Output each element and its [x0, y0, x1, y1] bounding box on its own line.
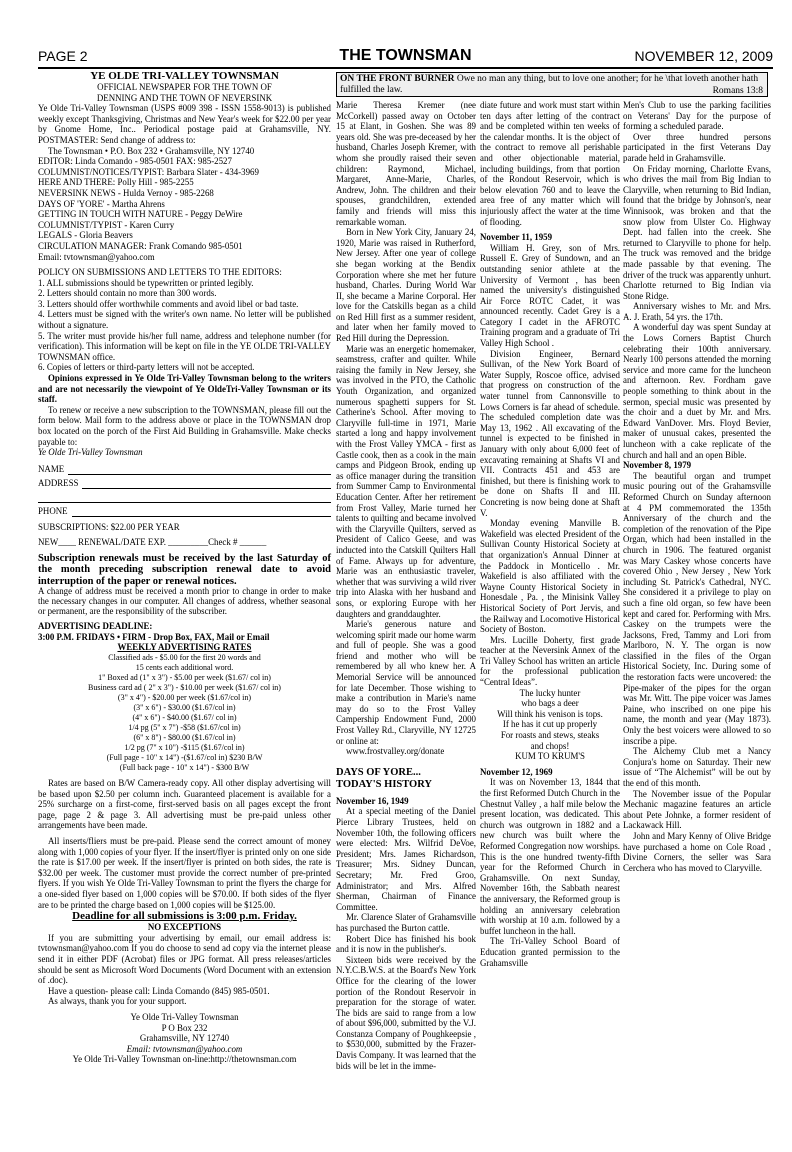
poem-ad [480, 688, 620, 762]
poem-line: and chops! [530, 740, 570, 751]
todays-history-heading: TODAY'S HISTORY [336, 778, 433, 790]
history-item: The November issue of the Popular Mechanic magazine features an article about Pete Johnke, a former resident of Lackawack Hill. [623, 788, 771, 831]
history-date: November 8, 1979 [623, 460, 692, 471]
header-rule [38, 67, 773, 69]
history-column [480, 100, 620, 968]
staff-line: HERE AND THERE: Polly Hill - 985-2255 [38, 177, 194, 188]
no-exceptions: NO EXCEPTIONS [147, 922, 222, 933]
poem-line: If he has it cut up properly [502, 719, 598, 730]
obituary-p1: Marie Theresa Kremer (nee McCorkell) passed away on October 15 at Elant, in Goshen. She was 89 years old. She was pre-deceased by her husband, Charles Joseph Kremer, with whom she proudly raised their seven children: Raymond, Michael, Margaret, Anne-Marie, Charles, Andrew, John. The children and their spouses, grandchildren, extended family and friends will miss this remarkable woman. [336, 100, 476, 227]
rate-line: (Full back page - 10" x 14") - $300 B/W [119, 763, 250, 773]
address-field-2[interactable] [38, 489, 331, 503]
obituary-column [336, 100, 476, 1071]
history-item: Over three hundred persons participated in the first Veterans Day parade held in Grahamsville. [623, 131, 771, 163]
poem-line: The lucky hunter [519, 687, 581, 698]
advertising-time: 3:00 P.M. FRIDAYS • FIRM - Drop Box, FAX, Mail or Email [38, 631, 270, 642]
staff-line: GETTING IN TOUCH WITH NATURE - Peggy DeWire [38, 209, 243, 220]
email-note: If you are submitting your advertising by email, our email address is: tvtownsman@yahoo.com If you do choose to send ad copy via the internet please send it in either PDF (Acrobat) files or JPG format. All press releases/articles should be sent as Microsoft Word Documents (Word Document with an extension of .doc). [38, 932, 331, 986]
address-field[interactable]: ADDRESS [38, 475, 331, 489]
policy-heading: POLICY ON SUBMISSIONS AND LETTERS TO THE EDITORS: [38, 267, 282, 278]
rate-line: 15 cents each additional word. [135, 663, 234, 673]
history-item: A wonderful day was spent Sunday at the Lows Corners Baptist Church celebrating their 100th anniversary. Nearly 100 persons attended the morning service and more came for the luncheon and afternoon. Rev. Fordham gave people something to think about in the sermon, special music was presented by the choir and a duet by Mr. and Mrs. Edward VanDover. Mrs. Floyd Bevier, maker of unusual cakes, presented the luncheon with a cake replicate of the church and hall and an open Bible. [623, 322, 771, 460]
rate-line: (3" x 4") - $20.00 per week ($1.67/col in) [117, 693, 252, 703]
poem-line: KUM TO KRUM'S [515, 751, 585, 762]
masthead-title: YE OLDE TRI-VALLEY TOWNSMAN [90, 70, 279, 82]
name-field[interactable]: NAME [38, 461, 331, 475]
history-item: Mrs. Lucille Doherty, first grade teacher at the Neversink Annex of the Tri Valley School has written an article for the professional publication “Central Ideas”. [480, 634, 620, 688]
history-item: Sixteen bids were received by the N.Y.C.B.W.S. at the Board's New York Office for the clearing of the lower portion of the Rondout Reservoir in preparation for the storage of water. The bids are said to range from a low of about $96,000, submitted by the V.J. Constanza Company of Poughkeepsie , to $530,000, submitted by the Frazer-Davis Company. It was learned that the bids will be let in the imme- [336, 954, 476, 1071]
policy-item: 4. Letters must be signed with the writer's own name. No letter will be published without a signature. [38, 309, 331, 331]
rate-line: (6" x 8") - $80.00 ($1.67/col in) [133, 733, 236, 743]
page-header [38, 48, 773, 66]
advertising-heading: ADVERTISING DEADLINE: [38, 621, 153, 632]
rates-note: Rates are based on B/W Camera-ready copy. All other display advertising will be based upon $2.50 per column inch. Guaranteed placement is available for a 25% surcharge on a first-come, first-served basis on all pages except the front page, page 2 & page 3. All advertising must be pre-paid unless other arrangements have been made. [38, 778, 331, 831]
policy-item: 5. The writer must provide his/her full name, address and telephone number (for verification). This information will be kept on file in the YE OLDE TRI-VALLEY TOWNSMAN office. [38, 330, 331, 362]
history-date: November 11, 1959 [480, 232, 553, 243]
footer-address-line: P O Box 232 [161, 1022, 208, 1033]
rate-line: Business card ad ( 2" x 3") - $10.00 per week ($1.67/ col in) [88, 683, 281, 693]
rate-line: Classified ads - $5.00 for the first 20 words and [108, 653, 261, 663]
history-item: The beautiful organ and trumpet music pouring out of the Grahamsville Reformed Church on Sunday afternoon at 4 PM commemorated the 135th Anniversary of the church and the completion of the renovation of the Pipe Organ, which had been installed in the church in 1906. The featured organist was Mary Caskey whose concerts have covered Ohio , New Jersey , New York including St. Patrick's Cathedral, NYC. She considered it a privilege to play on such a fine old organ, so few have been kept and cared for. Performing with Mrs. Caskey on the trumpets were the Jacksons, Fred, Tammy and Lori from Marlboro, N. Y. The organ is now classified in the files of the Organ Historical Society, Inc. During some of the restoration facts were uncovered: the Pipe-maker of the pipes for the organ was Mr. Witt. The pipe voicer was James Paine, who inscribed on one pipe his name, the month and year (May 1873). Only the best voicers were allowed to so inscribe a pipe. [623, 470, 771, 746]
subscription-price: SUBSCRIPTIONS: $22.00 PER YEAR [38, 521, 180, 532]
poem-line: Will think his venison is tops. [497, 708, 603, 719]
phone-field[interactable]: PHONE [38, 503, 331, 517]
footer-website: Ye Olde Tri-Valley Townsman on-line:http://thetownsman.com [72, 1054, 297, 1065]
thanks-note: As always, thank you for your support. [48, 996, 187, 1007]
donate-url: www.frostvalley.org/donate [346, 746, 445, 757]
rates-list [38, 653, 331, 773]
staff-line: DAYS OF 'YORE' - Martha Ahrens [38, 198, 165, 209]
footer-address-line: Ye Olde Tri-Valley Townsman [130, 1011, 239, 1022]
history-item: diate future and work must start within ten days after letting of the contract and be completed within ten weeks of the calendar months. It is the object of the contract to remove all perishable and other objectionable material, including buildings, from that portion of the Rondout Reservoir, which is below elevation 760 and to leave the area free of any matter which will injuriously affect the water at the time of flooding. [480, 100, 620, 227]
subscribe-note: To renew or receive a new subscription to the TOWNSMAN, please fill out the form below. Mail form to the address above or place in the TOWNSMAN drop box located on the porch of the First Aid Building in Grahamsville. Make checks payable to: [38, 404, 331, 447]
rate-line: 1/4 pg (5" x 7") -$58 ($1.67/col in) [128, 723, 241, 733]
history-item: At a special meeting of the Daniel Pierce Library Trustees, held on November 10th, the following officers were elected: Mrs. Wilfrid DeVoe, President; Mrs. James Richardson, Treasurer; Mrs. Sidney Duncan, Secretary; Mr. Fred Groo, Administrator; and Mrs. Alfred Sherman, Chairman of Finance Committee. [336, 806, 476, 912]
staff-line: COLUMNIST/NOTICES/TYPIST: Barbara Slater - 434-3969 [38, 166, 259, 177]
obituary-p4: Marie's generous nature and welcoming spirit made our home warm and full of people. She was a good friend and mother who will be remembered by all who knew her. A Memorial Service will be announced for late December. Those wishing to make a contribution in Marie's name may do so to the Frost Valley Campership Endowment Fund, 2000 Frost Valley Rd., Claryville, NY 12725 or online at: [336, 619, 476, 746]
policy-item: 6. Copies of letters or third-party letters will not be accepted. [38, 362, 255, 373]
inserts-note: All inserts/fliers must be pre-paid. Please send the correct amount of money along with 1,000 copies of your flyer. If the insert/flyer is printed only on one side the rate is $17.00 per week. If the insert/flyer is printed on both sides, the rate is $32.00 per week. The customer must provide the correct number of pre-printed flyers. If you wish Ye Olde Tri-Valley Townsman to print the flyers the charge for a one-sided flyer based on 1,000 copies will be $70.00. If both sides of the flyer are to be printed the charge based on 1,000 copies will be $125.00. [38, 836, 331, 910]
history-item: Men's Club to use the parking facilities on Veterans' Day for the purpose of forming a scheduled parade. [623, 100, 771, 132]
poem-line: For roasts and stews, steaks [500, 730, 600, 741]
staff-line: LEGALS - Gloria Beavers [38, 230, 133, 241]
history-column-2 [623, 100, 771, 873]
history-item: On Friday morning, Charlotte Evans, who drives the mail from Big Indian to Claryville, when returning to Bid Indian, found that the bridge by Johnson's, near Winnisook, was broken and that the snow plow from Ulster Co. Highway Dept. had fallen into the creek. She returned to Claryville to phone for help. The truck was removed and the bridge made passable by that evening. The driver of the truck was apparently unhurt. Charlotte returned to Big Indian via Stone Ridge. [623, 163, 771, 301]
history-date: November 12, 1969 [480, 766, 553, 777]
rate-line: (Full page - 10" x 14") -($1.67/col in) $230 B/W [106, 753, 263, 763]
history-item: Robert Dice has finished his book and it is now in the publisher's. [336, 933, 476, 955]
change-notice: A change of address must be received a month prior to change in order to make the necessary changes in our computer. All changes of address, whether seasonal or permanent, are the responsibility of the subscriber. [38, 586, 331, 616]
history-item: Mr. Clarence Slater of Grahamsville has purchased the Burton cattle. [336, 912, 476, 933]
staff-line: COLUMNIST/TYPIST - Karen Curry [38, 219, 175, 230]
front-burner-verse: Owe no man any thing, but to love one another; for he \that loveth another hath fulfilled the law. [340, 74, 759, 95]
rate-line: (4" x 6") - $40.00 ($1.67/ col in) [132, 713, 237, 723]
obituary-p3: Marie was an energetic homemaker, seamstress, crafter and quilter. While raising the family in New Jersey, she was involved in the PTO, the Catholic Youth Organization, and organized numerous spaghetti suppers for St. Catherine's School. After moving to Claryville full-time in 1971, Marie started a long and happy involvement with the Frost Valley YMCA - first as Castle cook, then as a cook in the main camps and Pidgeon Brook, ending up as office manager during the transition from Summer Camp to Environmental Education Center. After her retirement from Frost Valley, Marie turned her talents to quilting and became involved with the Claryville Quilters, served as President of Calico Geese, and was inducted into the Catskill Quilters Hall of Fame. Always up for adventure, Marie was an enthusiastic traveler, whether that was surviving a wild river trip into Alaska with her husband and sons, or exploring Europe with her daughters and granddaughter. [336, 343, 476, 619]
history-item: Monday evening Manville B. Wakefield was elected President of the Sullivan County Historical Society at that organization's Annual Dinner at the Paddock in Monticello . Mr. Wakefield is also affiliated with the Wayne County Historical Society in Honesdale , Pa. , the Minisink Valley Historical Society of Port Jervis, and the Railway and Locomotive Historical Society of Boston. [480, 518, 620, 635]
policy-item: 1. ALL submissions should be typewritten or printed legibly. [38, 277, 254, 288]
page-number: PAGE 2 [38, 48, 88, 64]
masthead-sub2: DENNING AND THE TOWN OF NEVERSINK [96, 92, 273, 103]
history-item: Anniversary wishes to Mr. and Mrs. A. J. Erath, 54 yrs. the 17th. [623, 301, 771, 322]
opinions-note: Opinions expressed in Ye Olde Tri-Valley Townsman belong to the writers and are not necessarily the viewpoint of Ye OldeTri-Valley Townsman or its staff. [38, 373, 331, 405]
poem-line: who bags a deer [521, 698, 579, 709]
payable-to: Ye Olde Tri-Valley Townsman [38, 447, 143, 458]
history-item: William H. Grey, son of Mrs. Russell E. Grey of Sundown, and an outstanding senior athlete at the University of Vermont , has been named the university's distinguished Air Force ROTC Cadet, it was announced recently. Cadet Grey is a Category I cadet in the AFROTC Training program and a graduate of Tri Valley High School . [480, 242, 620, 349]
rate-line: 1" Boxed ad (1" x 3") - $5.00 per week ($1.67/ col in) [98, 673, 271, 683]
obituary-p2: Born in New York City, January 24, 1920, Marie was raised in Rutherford, New Jersey. After one year of college she began working at the Bendix Corporation where she met her future husband, Charles. During World War II, she became a Marine Corporal. Her love for the Catskills began as a child on Red Hill first as a summer resident, and later when her family moved to Red Hill during the Depression. [336, 227, 476, 344]
history-item: The Alchemy Club met a Nancy Conjura's home on Saturday. Their new issue of “The Alchemist” will be out by the end of this month. [623, 746, 771, 788]
footer-email: Email: tvtownsman@yahoo.com [126, 1043, 243, 1054]
staff-line: EDITOR: Linda Comando - 985-0501 FAX: 985-2527 [38, 156, 232, 167]
paper-name: THE TOWNSMAN [339, 47, 472, 64]
renewal-line: NEW____ RENEWAL/DATE EXP. _________Check # ______ [38, 537, 267, 548]
staff-line: NEVERSINK NEWS - Hulda Vernoy - 985-2268 [38, 187, 214, 198]
policy-item: 3. Letters should offer worthwhile comments and avoid libel or bad taste. [38, 298, 299, 309]
renewal-notice: Subscription renewals must be received by the last Saturday of the month preceding subscription renewal date to avoid interruption of the paper or renewal notices. [38, 552, 331, 587]
rates-heading: WEEKLY ADVERTISING RATES [117, 642, 252, 653]
history-item: Division Engineer, Bernard Sullivan, of the New York Board of Water Supply, Roscoe office, advised that progress on construction of the water tunnel from Cannonsville to Lows Corners is far ahead of schedule. The scheduled completion date was May 13, 1962 . All excavating of the tunnel is expected to be finished in January with only about 6,000 feet of excavating remaining at Shafts VI and VII. Contracts 451 and 453 are finished, but there is finishing work to be done on Shafts II and III. Concreting is now being done at Shaft V. [480, 348, 620, 518]
masthead-sub1: OFFICIAL NEWSPAPER FOR THE TOWN OF [97, 82, 272, 92]
front-burner-heading: ON THE FRONT BURNER [340, 74, 455, 84]
history-item: It was on November 13, 1844 that the first Reformed Dutch Church in the Chestnut Valley , a half mile below the present location, was dedicated. This church was outgrown in 1882 and a new church was built where the Reformed Congregation now worships. This is the one hundred twenty-fifth year for the Reformed Church in Grahamsville. On next Sunday, November 16th, the Sabbath nearest the anniversary, the Reformed group is holding an anniversary celebration with worship at 10 a.m. followed by a buffet luncheon in the hall. [480, 777, 621, 936]
front-burner-reference: Romans 13:8 [712, 85, 763, 96]
rate-line: (3" x 6") - $30.00 ($1.67/col in) [133, 703, 236, 713]
rate-line: 1/2 pg (7" x 10") -$115 ($1.67/col in) [124, 743, 245, 753]
front-burner-box [336, 72, 768, 97]
history-date: November 16, 1949 [336, 795, 409, 806]
masthead-body: Ye Olde Tri-Valley Townsman (USPS #009 398 - ISSN 1558-9013) is published weekly except Thanksgiving, Christmas and New Year's week for $22.00 per year by Gnome Home, Inc.. Periodical postage paid at Grahamsville, NY. POSTMASTER: Send change of address to: [38, 103, 331, 145]
days-of-yore-heading: DAYS OF YORE... [336, 766, 421, 778]
issue-date: NOVEMBER 12, 2009 [634, 48, 773, 64]
masthead-address: The Townsman • P.O. Box 232 • Grahamsville, NY 12740 [48, 145, 255, 156]
staff-line: CIRCULATION MANAGER: Frank Comando 985-0501 [38, 240, 243, 251]
policy-item: 2. Letters should contain no more than 300 words. [38, 288, 217, 299]
staff-email: Email: tvtownsman@yahoo.com [38, 251, 155, 262]
history-item: John and Mary Kenny of Olive Bridge have purchased a home on Cole Road , Divine Corners, the seller was Sara Cerchera who has moved to Claryville. [623, 830, 771, 873]
history-item: The Tri-Valley School Board of Education granted permission to the Grahamsville [480, 936, 620, 968]
footer-address-line: Grahamsville, NY 12740 [139, 1033, 230, 1044]
contact-note: Have a question- please call: Linda Comando (845) 985-0501. [48, 985, 270, 996]
deadline-notice: Deadline for all submissions is 3:00 p.m. Friday. [72, 910, 297, 923]
masthead-column [38, 70, 331, 1065]
